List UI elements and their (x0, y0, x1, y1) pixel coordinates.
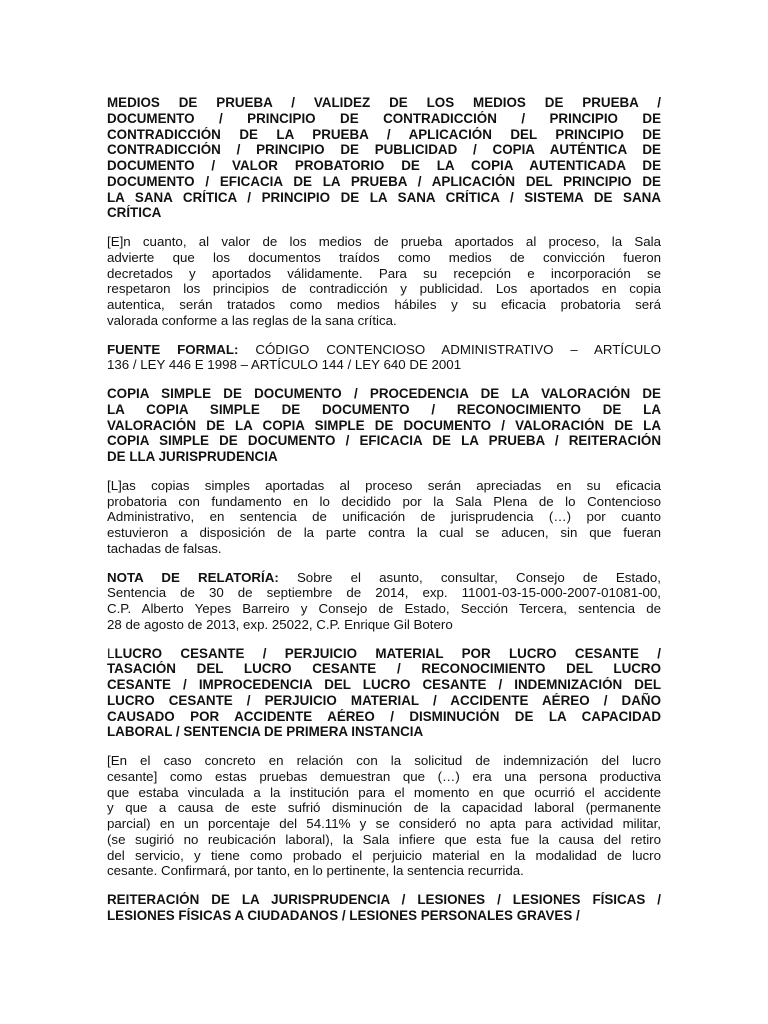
nota-de-relatoria-text: Sobre el asunto, consultar, Consejo de Estado, (296, 569, 661, 585)
paragraph-line: 136 / LEY 446 E 1998 – ARTÍCULO 144 / LEY 640 DE 2001 (107, 357, 462, 373)
heading-copia-simple (107, 386, 661, 465)
paragraph-line: cesante. Confirmará, por tanto, en lo pertinente, la sentencia recurrida. (107, 863, 524, 879)
paragraph-line: 28 de agosto de 2013, exp. 25022, C.P. Enrique Gil Botero (107, 616, 453, 632)
heading-line: DOCUMENTO / VALOR PROBATORIO DE LA COPIA AUTENTICADA DE (107, 158, 661, 173)
heading-lucro-cesante-text: LUCRO CESANTE / PERJUICIO MATERIAL POR LUCRO CESANTE / (114, 645, 661, 661)
heading-line: LA SANA CRÍTICA / PRINCIPIO DE LA SANA CRÍTICA / SISTEMA DE SANA (107, 189, 661, 205)
heading-line: VALORACIÓN DE LA COPIA SIMPLE DE DOCUMENTO / VALORACIÓN DE LA (107, 417, 661, 433)
heading-line: MEDIOS DE PRUEBA / VALIDEZ DE LOS MEDIOS DE PRUEBA / (107, 95, 661, 110)
heading-reiteracion (107, 892, 661, 924)
heading-lucro-cesante-line (107, 646, 661, 662)
heading-line: TASACIÓN DEL LUCRO CESANTE / RECONOCIMIENTO DEL LUCRO (107, 661, 661, 677)
paragraph-line: respetaron los principios de contradicción y publicidad. Los aportados en copia (107, 281, 661, 297)
paragraph-valor-medios-prueba (107, 234, 661, 329)
paragraph-line: probatoria con fundamento en lo decidido por la Sala Plena de lo Contencioso (107, 493, 661, 509)
heading-line: CONTRADICCIÓN DE LA PRUEBA / APLICACIÓN DEL PRINCIPIO DE (107, 126, 661, 142)
heading-line: DE LLA JURISPRUDENCIA (107, 449, 278, 464)
heading-line: CESANTE / IMPROCEDENCIA DEL LUCRO CESANTE / INDEMNIZACIÓN DEL (107, 677, 661, 692)
paragraph-line: cesante] como estas pruebas demuestran que (…) era una persona productiva (107, 768, 661, 784)
paragraph-line: valorada conforme a las reglas de la sana crítica. (107, 312, 397, 328)
paragraph-line: que estaba vinculada a la institución para el momento en que ocurrió el accidente (107, 784, 661, 800)
paragraph-line: del servicio, y tiene como probado el perjuicio material en la modalidad de lucro (107, 847, 661, 863)
nota-de-relatoria-label: NOTA DE RELATORÍA: (107, 569, 279, 585)
paragraph-line: autentica, serán tratados como medios hábiles y su eficacia probatoria será (107, 297, 661, 312)
paragraph-line: [E]n cuanto, al valor de los medios de prueba aportados al proceso, la Sala (107, 234, 661, 249)
paragraph-caso-concreto (107, 753, 661, 879)
heading-line: DOCUMENTO / EFICACIA DE LA PRUEBA / APLICACIÓN DEL PRINCIPIO DE (107, 173, 661, 189)
heading-line: CAUSADO POR ACCIDENTE AÉREO / DISMINUCIÓN DE LA CAPACIDAD (107, 708, 661, 724)
paragraph-line: estuvieron a disposición de la parte contra la cual se aducen, sin que fueran (107, 525, 661, 540)
heading-line: CONTRADICCIÓN / PRINCIPIO DE PUBLICIDAD / COPIA AUTÉNTICA DE (107, 142, 661, 158)
paragraph-line: C.P. Alberto Yepes Barreiro y Consejo de Estado, Sección Tercera, sentencia de (107, 601, 661, 616)
paragraph-line: advierte que los documentos traídos como medios de convicción fueron (107, 249, 661, 265)
paragraph-line: parcial) en un porcentaje del 54.11% y se consideró no apta para actividad militar, (107, 816, 661, 831)
paragraph-line: [En el caso concreto en relación con la solicitud de indemnización del lucro (107, 753, 661, 768)
paragraph-line: y que a causa de este sufrió disminución de la capacidad laboral (permanente (107, 800, 661, 816)
fuente-formal-line (107, 342, 661, 358)
nota-de-relatoria-line (107, 570, 661, 586)
heading-line: REITERACIÓN DE LA JURISPRUDENCIA / LESIONES / LESIONES FÍSICAS / (107, 892, 661, 907)
heading-medios-de-prueba (107, 95, 661, 221)
paragraph-line: tachadas de falsas. (107, 540, 222, 556)
paragraph-line: (se sugirió no reubicación laboral), la Sala infiere que esta fue la causa del retiro (107, 831, 661, 847)
paragraph-line: Sentencia de 30 de septiembre de 2014, exp. 11001-03-15-000-2007-01081-00, (107, 585, 661, 601)
heading-lucro-cesante-lead-letter: L (107, 645, 115, 661)
heading-lucro-cesante (107, 646, 661, 741)
fuente-formal-text: CÓDIGO CONTENCIOSO ADMINISTRATIVO – ARTÍCULO (255, 341, 661, 357)
nota-de-relatoria (107, 570, 661, 633)
heading-line: CRÍTICA (107, 205, 162, 221)
paragraph-line: [L]as copias simples aportadas al proceso serán apreciadas en su eficacia (107, 477, 661, 493)
heading-line: DOCUMENTO / PRINCIPIO DE CONTRADICCIÓN / PRINCIPIO DE (107, 110, 661, 126)
heading-line: LABORAL / SENTENCIA DE PRIMERA INSTANCIA (107, 724, 424, 740)
heading-line: LA COPIA SIMPLE DE DOCUMENTO / RECONOCIMIENTO DE LA (107, 401, 661, 417)
paragraph-line: decretados y aportados válidamente. Para su recepción e incorporación se (107, 265, 661, 281)
heading-line: COPIA SIMPLE DE DOCUMENTO / PROCEDENCIA DE LA VALORACIÓN DE (107, 386, 661, 401)
document-body (107, 95, 661, 924)
paragraph-line: Administrativo, en sentencia de unificación de jurisprudencia (…) por cuanto (107, 509, 661, 525)
heading-line: LUCRO CESANTE / PERJUICIO MATERIAL / ACCIDENTE AÉREO / DAÑO (107, 692, 661, 708)
heading-line: LESIONES FÍSICAS A CIUDADANOS / LESIONES PERSONALES GRAVES / (107, 907, 580, 923)
fuente-formal-label: FUENTE FORMAL: (107, 341, 239, 357)
paragraph-copias-simples (107, 478, 661, 557)
heading-line: COPIA SIMPLE DE DOCUMENTO / EFICACIA DE LA PRUEBA / REITERACIÓN (107, 433, 661, 449)
fuente-formal (107, 342, 661, 374)
